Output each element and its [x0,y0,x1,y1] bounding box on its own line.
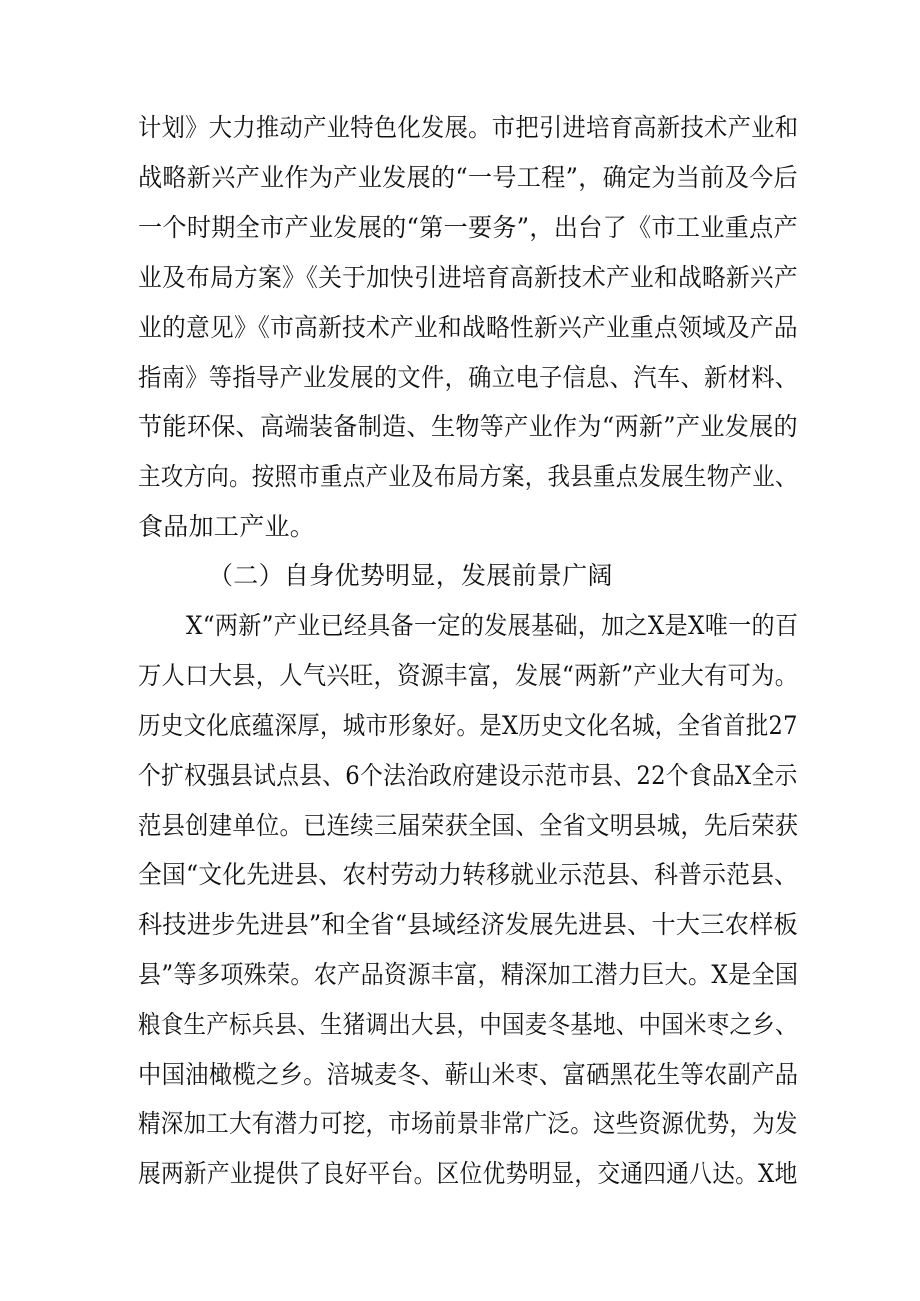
body-text-line: 展两新产业提供了良好平台。区位优势明显，交通四通八达。X地 [138,1159,798,1188]
body-text-line: 节能环保、高端装备制造、生物等产业作为“两新”产业发展的 [138,412,798,441]
body-text-line: 指南》等指导产业发展的文件，确立电子信息、汽车、新材料、 [138,363,799,392]
body-text-line: 历史文化底蕴深厚，城市形象好。是X历史文化名城，全省首批27 [138,711,798,740]
body-text-line: 科技进步先进县”和全省“县域经济发展先进县、十大三农样板 [138,910,798,939]
body-text-line: 食品加工产业。 [138,512,316,541]
body-text-line: 一个时期全市产业发展的“第一要务”，出台了《市工业重点产 [138,213,798,242]
body-text-line: 范县创建单位。已连续三届荣获全国、全省文明县城，先后荣获 [138,811,799,840]
body-text-line: 主攻方向。按照市重点产业及布局方案，我县重点发展生物产业、 [138,462,798,491]
section-heading: （二）自身优势明显，发展前景广阔 [208,561,613,590]
body-text-line: 万人口大县，人气兴旺，资源丰富，发展“两新”产业大有可为。 [138,661,799,690]
paragraph-first-line: X“两新”产业已经具备一定的发展基础，加之X是X唯一的百 [186,611,799,640]
body-text-line: 县”等多项殊荣。农产品资源丰富，精深加工潜力巨大。X是全国 [138,960,799,989]
body-text-line: 中国油橄榄之乡。涪城麦冬、蕲山米枣、富硒黑花生等农副产品 [138,1060,799,1089]
body-text-line: 精深加工大有潜力可挖，市场前景非常广泛。这些资源优势，为发 [138,1109,798,1138]
body-text-line: 业的意见》《市高新技术产业和战略性新兴产业重点领域及产品 [138,313,798,342]
body-text-line: 业及布局方案》《关于加快引进培育高新技术产业和战略新兴产 [138,263,798,292]
body-text-line: 粮食生产标兵县、生猪调出大县，中国麦冬基地、中国米枣之乡、 [138,1010,798,1039]
body-text-line: 个扩权强县试点县、6个法治政府建设示范市县、22个食品X全示 [138,761,798,790]
body-text-line: 计划》大力推动产业特色化发展。市把引进培育高新技术产业和 [138,113,799,142]
body-text-line: 全国“文化先进县、农村劳动力转移就业示范县、科普示范县、 [138,860,799,889]
body-text-line: 战略新兴产业作为产业发展的“一号工程”，确定为当前及今后 [138,163,798,192]
